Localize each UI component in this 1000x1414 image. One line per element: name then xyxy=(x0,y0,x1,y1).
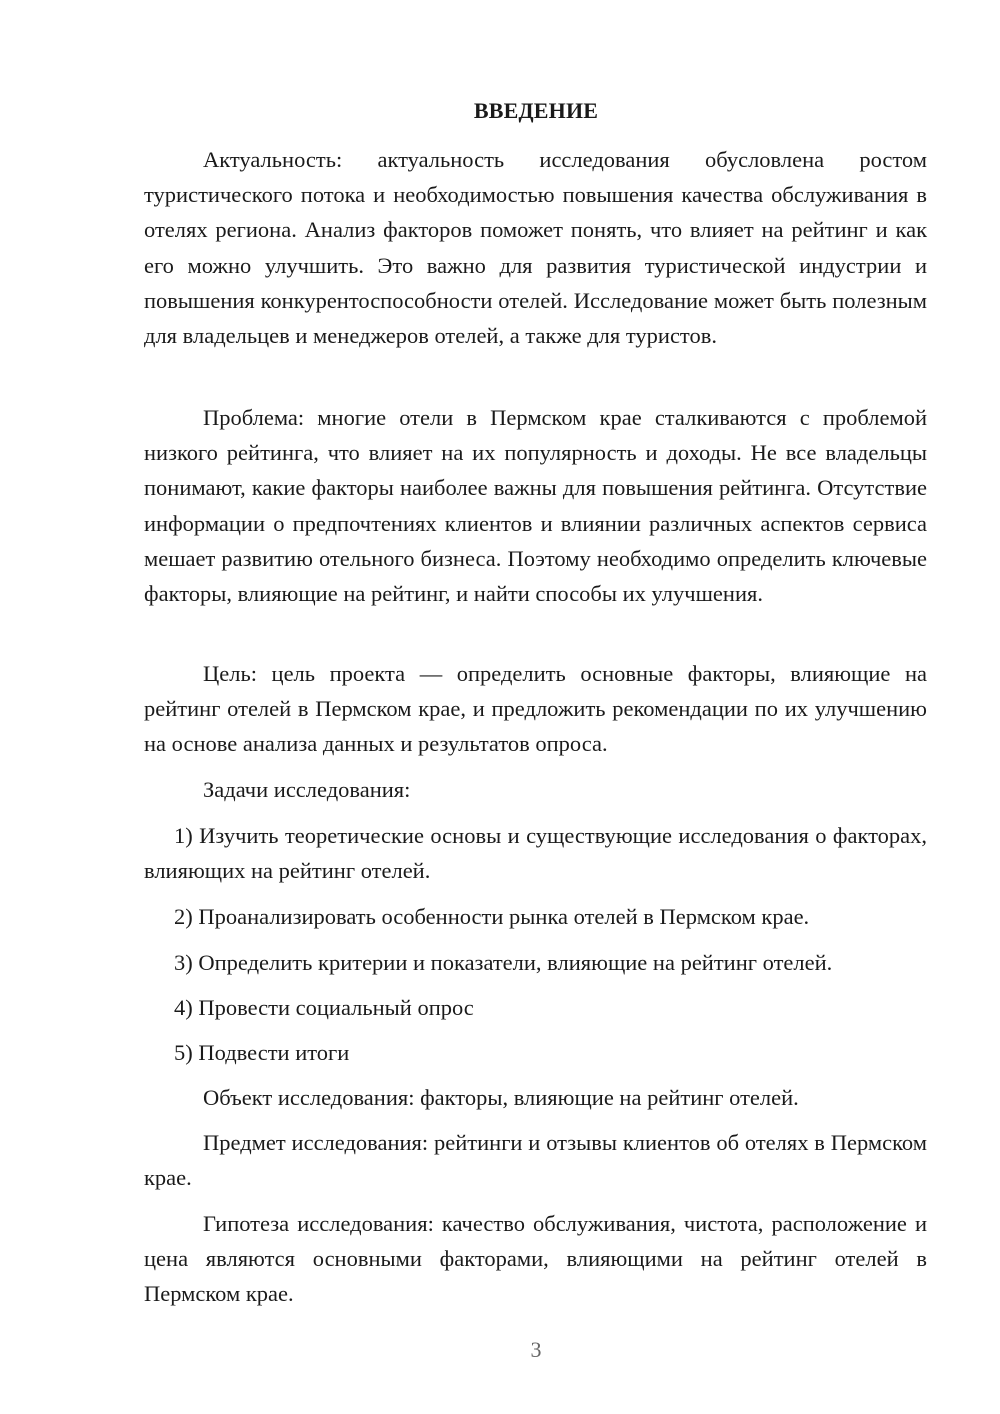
relevance-paragraph: Актуальность: актуальность исследования обусловлена ростом туристического потока и необходимостью повышения качества обслуживания в отелях региона. Анализ факторов поможет понять, что влияет на рейтинг и как его можно улучшить. Это важно для развития туристической индустрии и повышения конкурентоспособности отелей. Исследование может быть полезным для владельцев и менеджеров отелей, а также для туристов. xyxy=(144,147,927,349)
subject-paragraph: Предмет исследования: рейтинги и отзывы клиентов об отелях в Пермском крае. xyxy=(144,1130,927,1191)
object-paragraph: Объект исследования: факторы, влияющие на рейтинг отелей. xyxy=(203,1085,799,1110)
page-number: 3 xyxy=(530,1337,542,1362)
task-item: 5) Подвести итоги xyxy=(174,1040,350,1065)
task-item: 1) Изучить теоретические основы и существующие исследования о факторах, влияющих на рейтинг отелей. xyxy=(144,823,927,884)
section-heading: ВВЕДЕНИЕ xyxy=(473,98,599,123)
tasks-heading: Задачи исследования: xyxy=(203,777,411,802)
goal-paragraph: Цель: цель проекта — определить основные факторы, влияющие на рейтинг отелей в Пермском крае, и предложить рекомендации по их улучшению на основе анализа данных и результатов опроса. xyxy=(144,661,927,757)
hypothesis-paragraph: Гипотеза исследования: качество обслуживания, чистота, расположение и цена являются основными факторами, влияющими на рейтинг отелей в Пермском крае. xyxy=(144,1211,927,1307)
problem-paragraph: Проблема: многие отели в Пермском крае сталкиваются с проблемой низкого рейтинга, что влияет на их популярность и доходы. Не все владельцы понимают, какие факторы наиболее важны для повышения рейтинга. Отсутствие информации о предпочтениях клиентов и влиянии различных аспектов сервиса мешает развитию отельного бизнеса. Поэтому необходимо определить ключевые факторы, влияющие на рейтинг, и найти способы их улучшения. xyxy=(144,405,927,607)
task-item: 2) Проанализировать особенности рынка отелей в Пермском крае. xyxy=(174,904,810,929)
task-item: 4) Провести социальный опрос xyxy=(174,995,474,1020)
task-item: 3) Определить критерии и показатели, влияющие на рейтинг отелей. xyxy=(174,950,833,975)
